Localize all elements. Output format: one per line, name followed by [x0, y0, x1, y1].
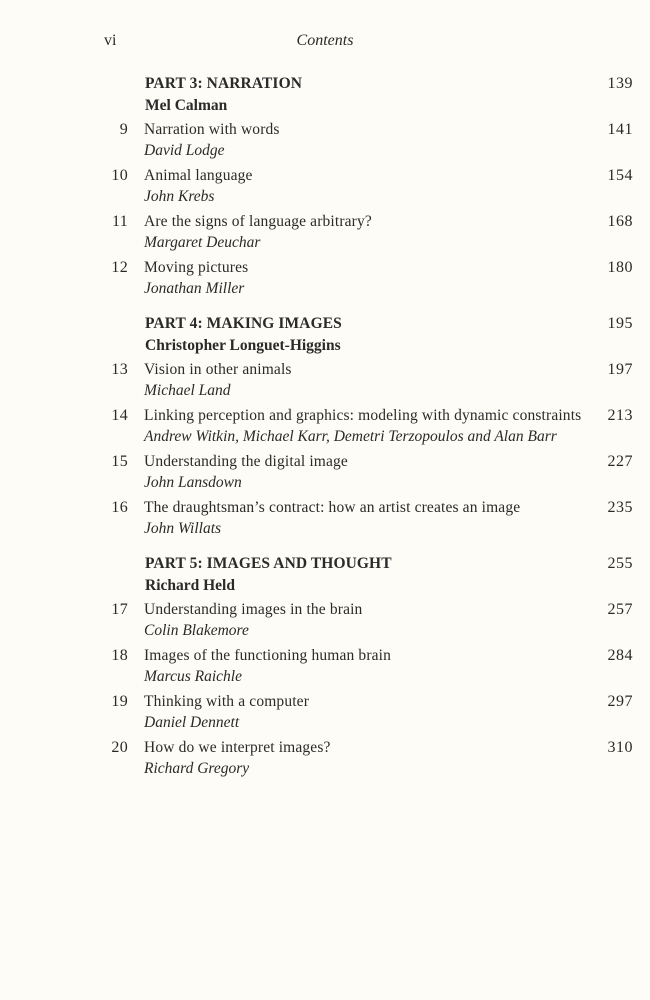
chapter-author: John Willats — [144, 520, 222, 537]
chapter-author: John Krebs — [144, 188, 215, 205]
chapter-title: Moving pictures — [144, 259, 249, 276]
chapter-author: Jonathan Miller — [144, 280, 245, 297]
toc-entry — [0, 497, 650, 543]
part-editor: Christopher Longuet-Higgins — [145, 337, 341, 354]
chapter-number: 13 — [111, 361, 128, 378]
chapter-page-number: 197 — [607, 361, 633, 378]
chapter-author: Marcus Raichle — [144, 668, 242, 685]
chapter-number: 9 — [119, 121, 128, 138]
chapter-title: Images of the functioning human brain — [144, 647, 392, 664]
chapter-title: Thinking with a computer — [144, 693, 310, 710]
toc-entry — [0, 451, 650, 497]
part-heading — [0, 313, 650, 359]
chapter-title: How do we interpret images? — [144, 739, 331, 756]
chapter-page-number: 154 — [607, 167, 633, 184]
running-head: Contents — [296, 32, 354, 49]
chapter-number: 18 — [111, 647, 128, 664]
chapter-author: Daniel Dennett — [144, 714, 240, 731]
toc-entry — [0, 257, 650, 303]
page-folio: vi — [104, 32, 117, 49]
chapter-page-number: 213 — [607, 407, 633, 424]
chapter-title: Are the signs of language arbitrary? — [144, 213, 372, 230]
chapter-number: 10 — [111, 167, 128, 184]
toc-entry — [0, 737, 650, 783]
chapter-title: Understanding images in the brain — [144, 601, 363, 618]
chapter-author: Andrew Witkin, Michael Karr, Demetri Terzopoulos and Alan Barr — [144, 428, 557, 445]
part-editor: Mel Calman — [145, 97, 228, 114]
chapter-title: Animal language — [144, 167, 253, 184]
part-title: PART 3: NARRATION — [145, 75, 303, 92]
chapter-number: 20 — [111, 739, 128, 756]
chapter-author: Margaret Deuchar — [144, 234, 261, 251]
part-page-number: 195 — [607, 315, 633, 332]
chapter-page-number: 284 — [607, 647, 633, 664]
toc-part — [0, 73, 650, 303]
toc-entry — [0, 119, 650, 165]
part-heading — [0, 73, 650, 119]
chapter-page-number: 297 — [607, 693, 633, 710]
toc-entry — [0, 691, 650, 737]
toc-part — [0, 313, 650, 543]
chapter-title: Narration with words — [144, 121, 280, 138]
part-page-number: 139 — [607, 75, 633, 92]
chapter-title: Linking perception and graphics: modeling with dynamic constraints — [144, 407, 582, 424]
chapter-number: 12 — [111, 259, 128, 276]
toc-entry — [0, 211, 650, 257]
chapter-number: 19 — [111, 693, 128, 710]
toc-entry — [0, 645, 650, 691]
chapter-page-number: 257 — [607, 601, 633, 618]
chapter-number: 15 — [111, 453, 128, 470]
table-of-contents — [0, 73, 650, 790]
chapter-number: 14 — [111, 407, 128, 424]
chapter-number: 16 — [111, 499, 128, 516]
chapter-page-number: 180 — [607, 259, 633, 276]
toc-entry — [0, 405, 650, 451]
toc-part — [0, 553, 650, 783]
chapter-author: John Lansdown — [144, 474, 242, 491]
chapter-page-number: 310 — [607, 739, 633, 756]
chapter-author: Colin Blakemore — [144, 622, 249, 639]
chapter-title: Understanding the digital image — [144, 453, 348, 470]
chapter-title: The draughtsman’s contract: how an artist creates an image — [144, 499, 521, 516]
part-title: PART 4: MAKING IMAGES — [145, 315, 342, 332]
chapter-page-number: 168 — [607, 213, 633, 230]
part-page-number: 255 — [607, 555, 633, 572]
chapter-title: Vision in other animals — [144, 361, 292, 378]
chapter-author: David Lodge — [144, 142, 225, 159]
chapter-page-number: 227 — [607, 453, 633, 470]
chapter-author: Michael Land — [144, 382, 231, 399]
chapter-page-number: 235 — [607, 499, 633, 516]
part-title: PART 5: IMAGES AND THOUGHT — [145, 555, 392, 572]
toc-entry — [0, 359, 650, 405]
chapter-page-number: 141 — [607, 121, 633, 138]
page-header — [0, 32, 650, 56]
toc-entry — [0, 165, 650, 211]
chapter-author: Richard Gregory — [144, 760, 250, 777]
part-heading — [0, 553, 650, 599]
chapter-number: 17 — [111, 601, 128, 618]
part-editor: Richard Held — [145, 577, 235, 594]
chapter-number: 11 — [111, 213, 128, 230]
toc-entry — [0, 599, 650, 645]
